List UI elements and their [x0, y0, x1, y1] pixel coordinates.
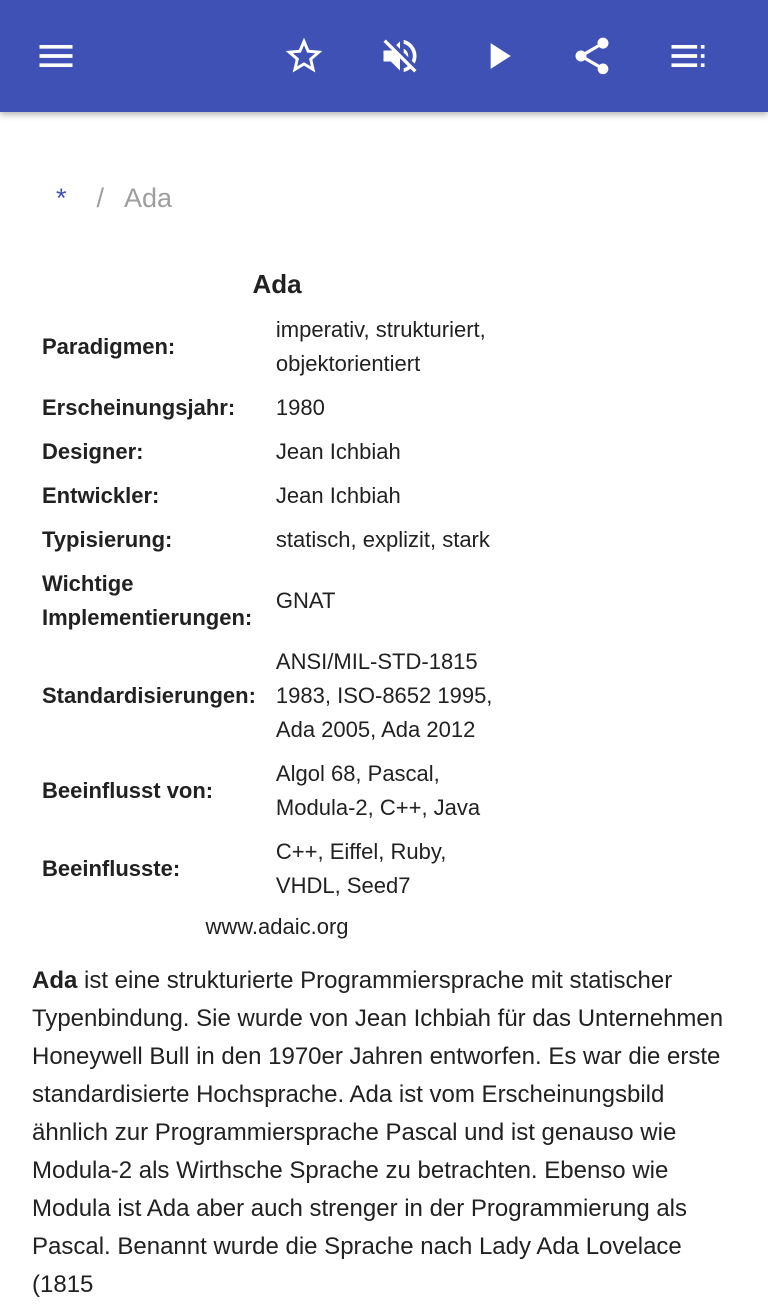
infobox-value: GNAT: [275, 588, 336, 613]
infobox-value: Algol 68, Pascal, Modula-2, C++, Java: [275, 761, 481, 820]
breadcrumb-home-link[interactable]: *: [56, 183, 67, 213]
infobox-value: Jean Ichbiah: [275, 439, 401, 464]
favorite-button[interactable]: [264, 16, 344, 96]
article-body: [32, 962, 742, 1304]
infobox-row: [32, 386, 522, 430]
infobox-row: [32, 474, 522, 518]
play-icon: [476, 34, 520, 78]
page-content: [0, 112, 768, 1298]
article-text: ist eine strukturierte Programmiersprache mit statischer Typenbindung. Sie wurde von Jean Ichbiah für das Unternehmen Honeywell Bull in den 1970er Jahren entworfen. Es war die erste standardisierte Hochsprache. Ada ist vom Erscheinungsbild ähnlich zur Programmiersprache Pascal und ist genauso wie Modula-2 als Wirthsche Sprache zu betrachten. Ebenso wie Modula ist Ada aber auch strenger in der Programmierung als Pascal. Benannt wurde die Sprache nach Lady Ada Lovelace (1815: [32, 967, 724, 1298]
infobox-value: 1980: [275, 395, 325, 420]
playlist-icon: [666, 34, 710, 78]
infobox-key: Typisierung:: [42, 527, 173, 552]
menu-icon: [34, 34, 78, 78]
infobox-row: [32, 830, 522, 908]
infobox-row: [32, 752, 522, 830]
breadcrumb: [56, 180, 172, 216]
mute-button[interactable]: [360, 16, 440, 96]
infobox-key: Designer:: [42, 439, 144, 464]
contents-button[interactable]: [648, 16, 728, 96]
infobox-key: Beeinflusste:: [42, 856, 181, 881]
infobox-title: Ada: [252, 269, 302, 299]
breadcrumb-separator: /: [96, 183, 105, 213]
star-outline-icon: [282, 34, 326, 78]
infobox-key: Paradigmen:: [42, 334, 176, 359]
infobox-key: Standardisierungen:: [42, 683, 256, 708]
infobox-table: [32, 308, 522, 908]
infobox-website: www.adaic.org: [205, 914, 349, 939]
infobox-key: Wichtige Implementierungen:: [42, 571, 253, 630]
infobox-row: [32, 308, 522, 386]
infobox-row: [32, 518, 522, 562]
infobox-row: [32, 430, 522, 474]
infobox-value: C++, Eiffel, Ruby, VHDL, Seed7: [275, 839, 447, 898]
menu-button[interactable]: [16, 16, 96, 96]
infobox-value: imperativ, strukturiert, objektorientiert: [275, 317, 486, 376]
article-lead-term: Ada: [32, 967, 78, 994]
infobox-value: ANSI/MIL-STD-1815 1983, ISO-8652 1995, Ada 2005, Ada 2012: [275, 649, 493, 742]
app-bar: [0, 0, 768, 112]
infobox-row: [32, 562, 522, 640]
infobox-value: Jean Ichbiah: [275, 483, 401, 508]
play-button[interactable]: [458, 16, 538, 96]
infobox-key: Beeinflusst von:: [42, 778, 214, 803]
share-icon: [570, 34, 614, 78]
infobox-key: Erscheinungsjahr:: [42, 395, 236, 420]
infobox: [32, 264, 522, 944]
share-button[interactable]: [552, 16, 632, 96]
infobox-value: statisch, explizit, stark: [275, 527, 490, 552]
volume-off-icon: [378, 34, 422, 78]
infobox-key: Entwickler:: [42, 483, 160, 508]
infobox-row: [32, 640, 522, 752]
breadcrumb-current: Ada: [124, 183, 173, 213]
